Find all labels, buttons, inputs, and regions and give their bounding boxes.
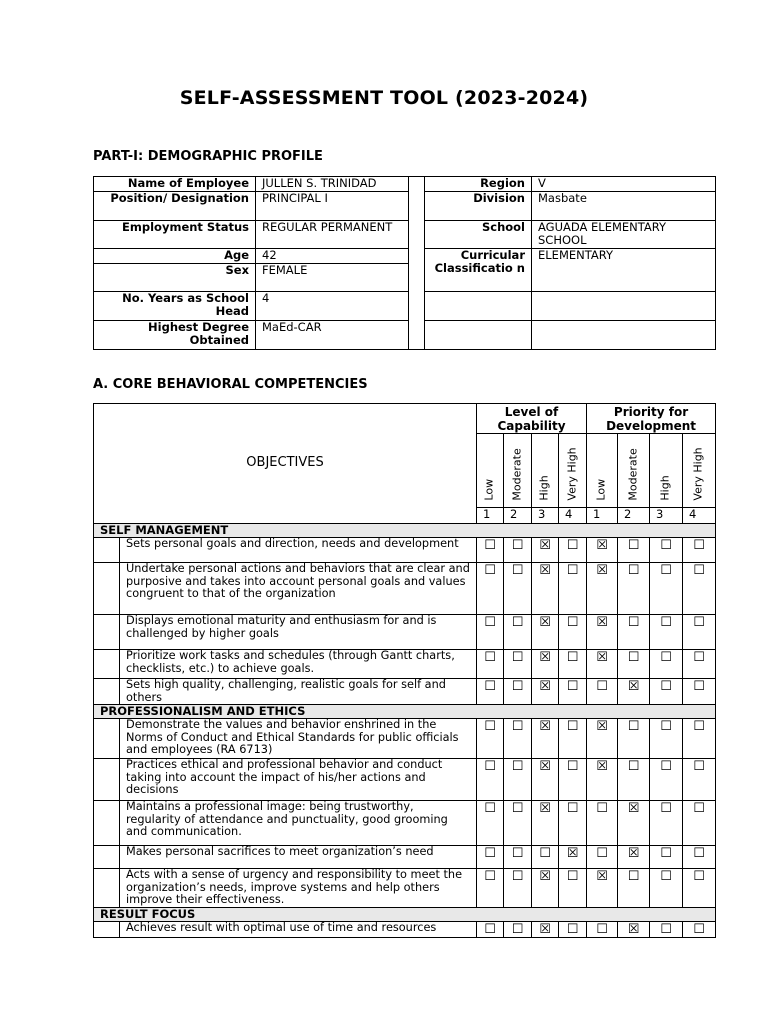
priority-checkbox-3[interactable]: ☐ [650, 719, 683, 759]
capability-checkbox-1[interactable]: ☐ [477, 759, 504, 801]
capability-checkbox-3[interactable]: ☒ [532, 650, 559, 679]
priority-checkbox-3[interactable]: ☐ [650, 922, 683, 938]
objective-text: Undertake personal actions and behaviors that are clear and purposive and takes into account personal goals and values congruent to that of the organization [120, 563, 477, 615]
capability-checkbox-1[interactable]: ☐ [477, 922, 504, 938]
row-marker-cell [94, 679, 120, 705]
capability-checkbox-3[interactable]: ☐ [532, 846, 559, 869]
priority-checkbox-4[interactable]: ☐ [683, 801, 716, 846]
capability-checkbox-3[interactable]: ☒ [532, 615, 559, 650]
scale-label: High [650, 434, 683, 508]
age-label: Age [94, 249, 256, 264]
scale-number: 1 [477, 508, 504, 524]
priority-checkbox-1[interactable]: ☒ [587, 563, 618, 615]
curricular-value: ELEMENTARY [532, 249, 716, 292]
capability-checkbox-4[interactable]: ☒ [559, 846, 587, 869]
priority-checkbox-1[interactable]: ☐ [587, 922, 618, 938]
capability-checkbox-4[interactable]: ☐ [559, 538, 587, 563]
priority-checkbox-4[interactable]: ☐ [683, 615, 716, 650]
capability-checkbox-1[interactable]: ☐ [477, 679, 504, 705]
division-label: Division [425, 192, 532, 221]
capability-checkbox-3[interactable]: ☒ [532, 922, 559, 938]
priority-for-development-header: Priority for Development [587, 404, 716, 434]
sex-value: FEMALE [256, 264, 409, 292]
objective-text: Demonstrate the values and behavior enshrined in the Norms of Conduct and Ethical Standards for public officials and employees (RA 6713) [120, 719, 477, 759]
capability-checkbox-3[interactable]: ☒ [532, 759, 559, 801]
name-label: Name of Employee [94, 177, 256, 192]
capability-checkbox-2[interactable]: ☐ [504, 538, 532, 563]
capability-checkbox-2[interactable]: ☐ [504, 650, 532, 679]
objectives-header: OBJECTIVES [94, 404, 477, 524]
capability-checkbox-3[interactable]: ☒ [532, 801, 559, 846]
capability-checkbox-2[interactable]: ☐ [504, 869, 532, 908]
priority-checkbox-3[interactable]: ☐ [650, 759, 683, 801]
scale-label: Low [587, 434, 618, 508]
priority-checkbox-1[interactable]: ☒ [587, 650, 618, 679]
priority-checkbox-3[interactable]: ☐ [650, 538, 683, 563]
age-value: 42 [256, 249, 409, 264]
school-value: AGUADA ELEMENTARY SCHOOL [532, 221, 716, 249]
capability-checkbox-4[interactable]: ☐ [559, 563, 587, 615]
capability-checkbox-1[interactable]: ☐ [477, 538, 504, 563]
capability-checkbox-4[interactable]: ☐ [559, 650, 587, 679]
years-school-head-label: No. Years as School Head [94, 292, 256, 321]
capability-checkbox-2[interactable]: ☐ [504, 801, 532, 846]
employment-status-label: Employment Status [94, 221, 256, 249]
objective-text: Makes personal sacrifices to meet organization’s need [120, 846, 477, 869]
capability-checkbox-4[interactable]: ☐ [559, 615, 587, 650]
row-marker-cell [94, 563, 120, 615]
position-label: Position/ Designation [94, 192, 256, 221]
objective-row [94, 759, 716, 801]
row-marker-cell [94, 538, 120, 563]
priority-checkbox-3[interactable]: ☐ [650, 679, 683, 705]
highest-degree-label: Highest Degree Obtained [94, 321, 256, 350]
row-marker-cell [94, 719, 120, 759]
capability-checkbox-1[interactable]: ☐ [477, 846, 504, 869]
priority-checkbox-1[interactable]: ☒ [587, 759, 618, 801]
region-value: V [532, 177, 716, 192]
priority-checkbox-2[interactable]: ☒ [618, 846, 650, 869]
priority-checkbox-4[interactable]: ☐ [683, 922, 716, 938]
priority-checkbox-3[interactable]: ☐ [650, 650, 683, 679]
priority-checkbox-2[interactable]: ☐ [618, 759, 650, 801]
priority-checkbox-2[interactable]: ☐ [618, 650, 650, 679]
capability-checkbox-1[interactable]: ☐ [477, 869, 504, 908]
row-marker-cell [94, 869, 120, 908]
priority-checkbox-2[interactable]: ☒ [618, 801, 650, 846]
capability-checkbox-4[interactable]: ☐ [559, 679, 587, 705]
part1-heading: PART-I: DEMOGRAPHIC PROFILE [93, 149, 323, 164]
row-marker-cell [94, 846, 120, 869]
curricular-label: Curricular Classificatio n [425, 249, 532, 292]
priority-checkbox-2[interactable]: ☐ [618, 538, 650, 563]
objective-text: Displays emotional maturity and enthusiasm for and is challenged by higher goals [120, 615, 477, 650]
sex-label: Sex [94, 264, 256, 292]
scale-label: High [532, 434, 559, 508]
capability-checkbox-4[interactable]: ☐ [559, 719, 587, 759]
competencies-table [93, 403, 716, 938]
objective-text: Achieves result with optimal use of time and resources [120, 922, 477, 938]
objective-text: Maintains a professional image: being trustworthy, regularity of attendance and punctuality, good grooming and communication. [120, 801, 477, 846]
priority-checkbox-4[interactable]: ☐ [683, 869, 716, 908]
capability-checkbox-1[interactable]: ☐ [477, 563, 504, 615]
employment-status-value: REGULAR PERMANENT [256, 221, 409, 249]
section-header: SELF MANAGEMENT [94, 524, 716, 538]
highest-degree-value: MaEd-CAR [256, 321, 409, 350]
priority-checkbox-4[interactable]: ☐ [683, 719, 716, 759]
priority-checkbox-3[interactable]: ☐ [650, 563, 683, 615]
priority-checkbox-4[interactable]: ☐ [683, 650, 716, 679]
objective-row [94, 563, 716, 615]
priority-checkbox-1[interactable]: ☐ [587, 801, 618, 846]
capability-checkbox-1[interactable]: ☐ [477, 719, 504, 759]
capability-checkbox-3[interactable]: ☒ [532, 869, 559, 908]
capability-checkbox-3[interactable]: ☒ [532, 563, 559, 615]
division-value: Masbate [532, 192, 716, 221]
partA-heading: A. CORE BEHAVIORAL COMPETENCIES [93, 377, 368, 392]
priority-checkbox-4[interactable]: ☐ [683, 846, 716, 869]
position-value: PRINCIPAL I [256, 192, 409, 221]
priority-checkbox-1[interactable]: ☒ [587, 719, 618, 759]
objective-text: Sets personal goals and direction, needs and development [120, 538, 477, 563]
row-marker-cell [94, 801, 120, 846]
objective-text: Sets high quality, challenging, realistic goals for self and others [120, 679, 477, 705]
capability-checkbox-2[interactable]: ☐ [504, 615, 532, 650]
row-marker-cell [94, 615, 120, 650]
capability-checkbox-2[interactable]: ☐ [504, 759, 532, 801]
capability-checkbox-3[interactable]: ☒ [532, 719, 559, 759]
scale-label: Very High [559, 434, 587, 508]
capability-checkbox-4[interactable]: ☐ [559, 759, 587, 801]
objective-text: Practices ethical and professional behavior and conduct taking into account the impact of his/her actions and decisions [120, 759, 477, 801]
objective-row [94, 615, 716, 650]
scale-label: Moderate [618, 434, 650, 508]
capability-checkbox-2[interactable]: ☐ [504, 719, 532, 759]
priority-checkbox-1[interactable]: ☐ [587, 846, 618, 869]
capability-checkbox-4[interactable]: ☐ [559, 801, 587, 846]
priority-checkbox-1[interactable]: ☒ [587, 538, 618, 563]
objective-row [94, 846, 716, 869]
row-marker-cell [94, 650, 120, 679]
priority-checkbox-4[interactable]: ☐ [683, 538, 716, 563]
capability-checkbox-1[interactable]: ☐ [477, 801, 504, 846]
capability-checkbox-4[interactable]: ☐ [559, 922, 587, 938]
priority-checkbox-2[interactable]: ☒ [618, 679, 650, 705]
capability-checkbox-2[interactable]: ☐ [504, 846, 532, 869]
name-value: JULLEN S. TRINIDAD [256, 177, 409, 192]
priority-checkbox-3[interactable]: ☐ [650, 869, 683, 908]
priority-checkbox-1[interactable]: ☐ [587, 679, 618, 705]
scale-number: 2 [504, 508, 532, 524]
objective-row [94, 922, 716, 938]
objective-text: Prioritize work tasks and schedules (through Gantt charts, checklists, etc.) to achieve goals. [120, 650, 477, 679]
priority-checkbox-2[interactable]: ☐ [618, 563, 650, 615]
scale-number: 1 [587, 508, 618, 524]
years-school-head-value: 4 [256, 292, 409, 321]
level-of-capability-header: Level of Capability [477, 404, 587, 434]
capability-checkbox-3[interactable]: ☒ [532, 679, 559, 705]
objective-text: Acts with a sense of urgency and responsibility to meet the organization’s needs, improve systems and help others improve their effectiveness. [120, 869, 477, 908]
demographic-profile-table [93, 176, 716, 350]
capability-checkbox-1[interactable]: ☐ [477, 650, 504, 679]
region-label: Region [425, 177, 532, 192]
scale-label: Moderate [504, 434, 532, 508]
capability-checkbox-2[interactable]: ☐ [504, 679, 532, 705]
priority-checkbox-1[interactable]: ☒ [587, 869, 618, 908]
section-header: PROFESSIONALISM AND ETHICS [94, 705, 716, 719]
row-marker-cell [94, 759, 120, 801]
scale-label: Low [477, 434, 504, 508]
section-header: RESULT FOCUS [94, 908, 716, 922]
capability-checkbox-2[interactable]: ☐ [504, 922, 532, 938]
priority-checkbox-2[interactable]: ☐ [618, 615, 650, 650]
scale-number: 3 [532, 508, 559, 524]
school-label: School [425, 221, 532, 249]
priority-checkbox-2[interactable]: ☒ [618, 922, 650, 938]
scale-number: 3 [650, 508, 683, 524]
priority-checkbox-4[interactable]: ☐ [683, 759, 716, 801]
objective-row [94, 538, 716, 563]
priority-checkbox-2[interactable]: ☐ [618, 719, 650, 759]
priority-checkbox-3[interactable]: ☐ [650, 846, 683, 869]
priority-checkbox-1[interactable]: ☒ [587, 615, 618, 650]
scale-number: 2 [618, 508, 650, 524]
objective-row [94, 869, 716, 908]
capability-checkbox-2[interactable]: ☐ [504, 563, 532, 615]
priority-checkbox-4[interactable]: ☐ [683, 563, 716, 615]
capability-checkbox-1[interactable]: ☐ [477, 615, 504, 650]
objective-row [94, 679, 716, 705]
objective-row [94, 650, 716, 679]
scale-number: 4 [683, 508, 716, 524]
scale-number: 4 [559, 508, 587, 524]
scale-label: Very High [683, 434, 716, 508]
objective-row [94, 801, 716, 846]
priority-checkbox-3[interactable]: ☐ [650, 615, 683, 650]
capability-checkbox-4[interactable]: ☐ [559, 869, 587, 908]
objective-row [94, 719, 716, 759]
document-title: SELF-ASSESSMENT TOOL (2023-2024) [179, 87, 589, 109]
capability-checkbox-3[interactable]: ☒ [532, 538, 559, 563]
priority-checkbox-4[interactable]: ☐ [683, 679, 716, 705]
priority-checkbox-3[interactable]: ☐ [650, 801, 683, 846]
priority-checkbox-2[interactable]: ☐ [618, 869, 650, 908]
row-marker-cell [94, 922, 120, 938]
